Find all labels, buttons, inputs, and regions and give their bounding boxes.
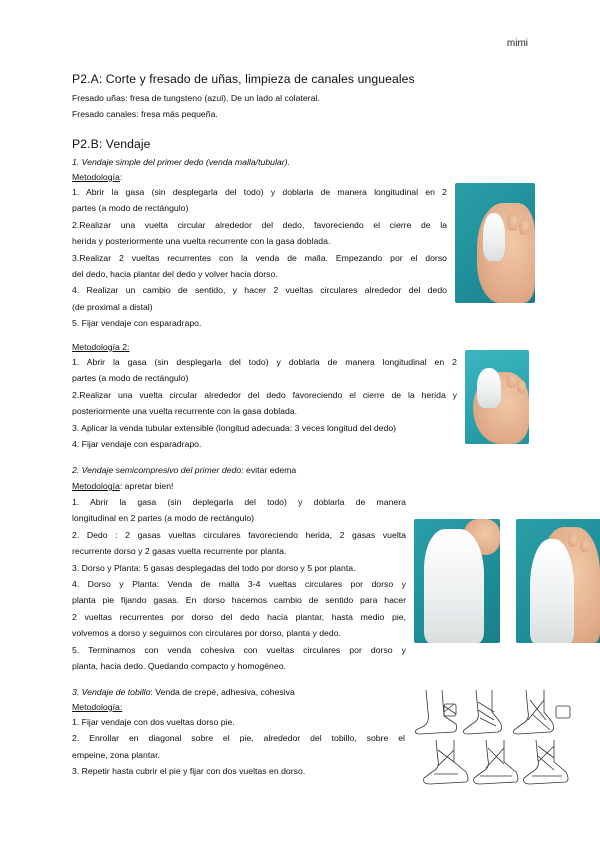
- photo-foot-semicompressive-gauze: [414, 519, 500, 643]
- v1-step2: 2.Realizar una vuelta circular alrededor del dedo favoreciendo el cierre de la herida y: [72, 389, 457, 400]
- v1-step: 1. Abrir la gasa (sin desplegarla del todo) y doblarla de manera longitudinal en 2: [72, 187, 447, 197]
- v2-step: recurrente dorso y 2 gasas vuelta recurrente por planta.: [72, 546, 287, 557]
- section-a-line-2: Fresado canales: fresa más pequeña.: [72, 109, 218, 119]
- v2-heading: 2. Vendaje semicompresivo del primer dedo:: [72, 465, 244, 475]
- v2-step: 5. Terminamos con venda cohesiva con vueltas circulares por dorso y: [72, 644, 406, 655]
- v3-heading-rest: : Venda de crepé, adhesiva, cohesiva: [150, 687, 295, 697]
- v1-step: 4. Realizar un cambio de sentido, y hacer 2 vueltas circulares alrededor del dedo: [72, 285, 447, 296]
- v3-steps: [72, 714, 405, 780]
- v2-metodologia-label: Metodología: [72, 481, 120, 491]
- v1-step: herida y posteriormente una vuelta recurrente con la gasa doblada.: [72, 236, 331, 247]
- v2-step: 3. Dorso y Planta: 5 gasas desplegadas del todo por dorso y 5 por planta.: [72, 562, 356, 573]
- section-b-title: P2.B: Vendaje: [72, 137, 151, 151]
- v2-step: 4. Dorso y Planta: Venda de malla 3-4 vueltas circulares por dorso y: [72, 579, 406, 590]
- v3-step: 2. Enrollar en diagonal sobre el pie, alrededor del tobillo, sobre el: [72, 733, 405, 744]
- v1-step2: 4. Fijar vendaje con esparadrapo.: [72, 439, 202, 450]
- v1-step2: posteriormente una vuelta recurrente con la gasa doblada.: [72, 406, 298, 417]
- v1-metodologia: [72, 169, 122, 185]
- v3-heading: 3. Vendaje de tobillo: [72, 687, 151, 697]
- v2-step: volvemos a dorso y seguimos con circulares por dorso, planta y dedo.: [72, 628, 341, 639]
- v1-step: 5. Fijar vendaje con esparadrapo.: [72, 318, 202, 329]
- photo-foot-semicompressive-mesh: [516, 519, 600, 643]
- v3-step: empeine, zona plantar.: [72, 749, 160, 760]
- v1-step: partes (a modo de rectángulo): [72, 203, 189, 214]
- v2-step: planta pie fijando gasas. En dorso hacemos cambio de sentido para hacer: [72, 595, 406, 606]
- section-a-line-1: Fresado uñas: fresa de tungsteno (azul). De un lado al colateral.: [72, 93, 320, 103]
- v1-steps-2: [72, 354, 457, 452]
- v1-step2: partes (a modo de rectángulo): [72, 373, 189, 384]
- v3-step: 3. Repetir hasta cubrir el pie y fijar con dos vueltas en dorso.: [72, 766, 306, 777]
- v2-step: 1. Abrir la gasa (sin deplegarla del todo) y doblarla de manera: [72, 497, 406, 507]
- v1-metodologia-2-label: Metodología 2:: [72, 342, 130, 352]
- v1-step: 3.Realizar 2 vueltas recurrentes con la venda de malla. Empezando por el dorso: [72, 252, 447, 263]
- v1-step: 2.Realizar una vuelta circular alrededor del dedo, favoreciendo el cierre de la: [72, 219, 447, 230]
- v2-step: longitudinal en 2 partes (a modo de rectángulo): [72, 513, 255, 524]
- v2-heading-line: [72, 462, 296, 478]
- v1-step2: 1. Abrir la gasa (sin desplegarla del todo) y doblarla de manera longitudinal en 2: [72, 357, 457, 367]
- v1-step: (de proximal a distal): [72, 301, 153, 312]
- v2-step: planta, hacia dedo. Quedando compacto y homogéneo.: [72, 661, 286, 672]
- v1-step: del dedo, hacia plantar del dedo y volver hacia dorso.: [72, 269, 278, 280]
- v3-heading-line: [72, 684, 295, 700]
- v2-step: 2 vueltas recurrentes por dorso del dedo hacia plantar, hasta medio pie,: [72, 611, 406, 622]
- photo-toe-bandage-gauze: [465, 350, 529, 444]
- v2-steps: [72, 494, 406, 674]
- v1-step2: 3. Aplicar la venda tubular extensible (longitud adecuada: 3 veces longitud del dedo): [72, 422, 397, 433]
- v1-metodologia-label: Metodología: [72, 172, 120, 182]
- v3-step: 1. Fijar vendaje con dos vueltas dorso pie.: [72, 717, 235, 727]
- photo-toe-bandage-tubular: [455, 183, 535, 303]
- v1-heading: 1. Vendaje simple del primer dedo (venda malla/tubular).: [72, 157, 290, 167]
- v1-steps: [72, 184, 447, 332]
- v2-step: 2. Dedo : 2 gasas vueltas circulares favoreciendo herida, 2 gasas vuelta: [72, 529, 406, 540]
- v3-metodologia-label: Metodología:: [72, 702, 123, 712]
- v2-metodologia: [72, 478, 173, 494]
- page-header-name: mimi: [506, 38, 528, 49]
- section-a-title: P2.A: Corte y fresado de uñas, limpieza de canales ungueales: [72, 72, 415, 86]
- ankle-bandage-illustration: [414, 690, 580, 790]
- v1-metodologia-colon: :: [119, 172, 123, 182]
- v2-heading-rest: evitar edema: [243, 465, 297, 475]
- v2-metodologia-rest: : apretar bien!: [119, 481, 174, 491]
